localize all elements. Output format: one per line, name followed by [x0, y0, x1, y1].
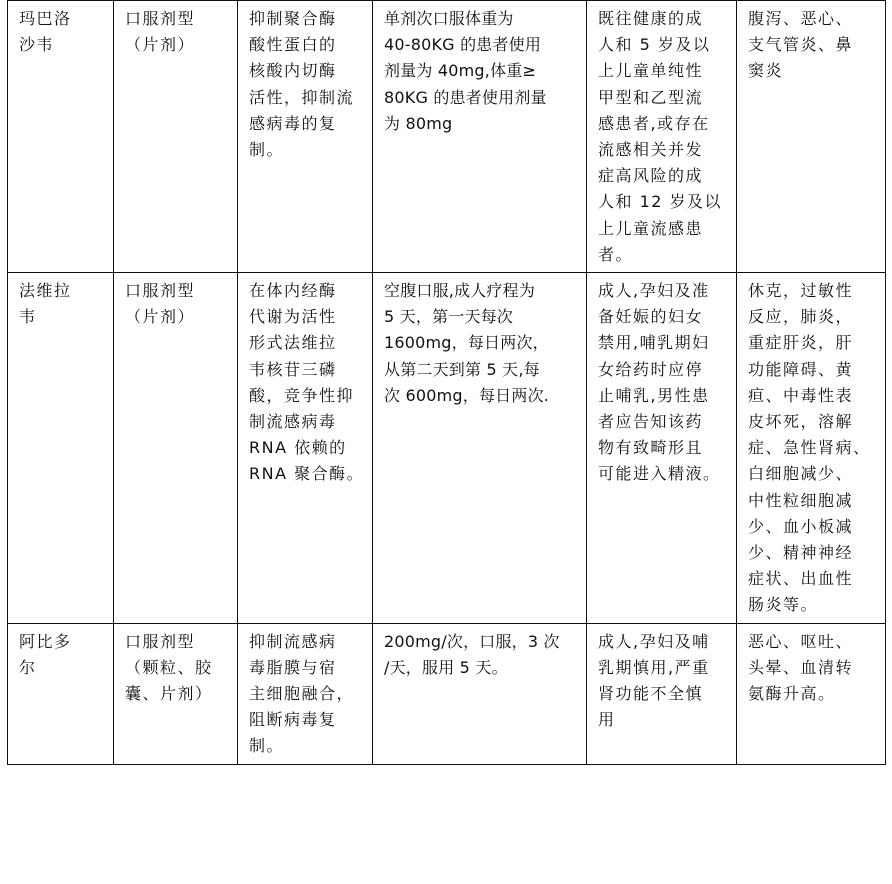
mechanism-cell-line: 酸性蛋白的 [249, 35, 337, 55]
dosage-form-cell [114, 273, 238, 624]
drug-comparison-table [7, 0, 886, 765]
drug-name-cell-line: 法维拉 [19, 281, 72, 301]
adverse-reactions-cell-line: 腹泻、恶心、 [748, 9, 854, 28]
indication-cell-line: 止哺乳,男性患 [598, 385, 710, 405]
drug-name-cell-line: 韦 [19, 307, 37, 327]
mechanism-cell-line: 核酸内切酶 [249, 61, 337, 81]
dosage-form-cell [114, 1, 238, 273]
mechanism-cell-line: 代谢为活性 [249, 307, 337, 327]
adverse-reactions-cell-line: 中性粒细胞减 [748, 490, 854, 510]
mechanism-cell-line: 制。 [249, 736, 285, 756]
usage-cell-line: 80KG 的患者使用剂量 [384, 87, 547, 107]
adverse-reactions-cell [737, 1, 886, 273]
usage-cell-line: 5 天，第一天每次 [384, 307, 514, 327]
indication-cell-line: 症高风险的成 [598, 166, 704, 186]
dosage-form-cell-line: 口服剂型 [125, 9, 196, 28]
mechanism-cell [238, 623, 373, 764]
adverse-reactions-cell-line: 恶心、呕吐、 [748, 631, 854, 651]
adverse-reactions-cell-line: 少、精神神经 [748, 543, 854, 563]
mechanism-cell-line: 形式法维拉 [249, 333, 337, 353]
usage-cell-line: /天，服用 5 天。 [384, 657, 508, 677]
adverse-reactions-cell-line: 重症肝炎，肝 [748, 333, 854, 353]
mechanism-cell [238, 1, 373, 273]
adverse-reactions-cell-line: 休克，过敏性 [748, 281, 854, 301]
adverse-reactions-cell-line: 少、血小板减 [748, 516, 854, 536]
usage-cell [373, 273, 587, 624]
usage-cell-line: 单剂次口服体重为 [384, 9, 514, 28]
indication-cell-line: 上儿童单纯性 [598, 61, 704, 81]
adverse-reactions-cell-line: 疸、中毒性表 [748, 385, 854, 405]
mechanism-cell-line: RNA 依赖的 [249, 438, 347, 458]
mechanism-cell-line: 制。 [249, 140, 285, 160]
indication-cell-line: 人和 12 岁及以 [598, 192, 723, 212]
mechanism-cell-line: 韦核苷三磷 [249, 359, 337, 379]
adverse-reactions-cell-line: 肠炎等。 [748, 595, 819, 615]
adverse-reactions-cell-line: 症、急性肾病、 [748, 438, 871, 458]
mechanism-cell-line: 阻断病毒复 [249, 710, 337, 730]
mechanism-cell-line: 感病毒的复 [249, 113, 337, 133]
indication-cell-line: 可能进入精液。 [598, 464, 721, 484]
indication-cell-line: 者。 [598, 244, 634, 264]
adverse-reactions-cell-line: 支气管炎、鼻 [748, 35, 854, 55]
usage-cell-line: 从第二天到第 5 天,每 [384, 359, 540, 379]
indication-cell-line: 肾功能不全慎 [598, 684, 704, 704]
drug-name-cell-line: 阿比多 [19, 631, 72, 651]
usage-cell-line: 40-80KG 的患者使用 [384, 35, 542, 55]
indication-cell-line: 成人,孕妇及哺 [598, 631, 710, 651]
adverse-reactions-cell-line: 头晕、血清转 [748, 657, 854, 677]
indication-cell [587, 273, 737, 624]
usage-cell-line: 空腹口服,成人疗程为 [384, 281, 536, 301]
indication-cell-line: 人和 5 岁及以 [598, 35, 711, 55]
dosage-form-cell [114, 623, 238, 764]
adverse-reactions-cell-line: 症状、出血性 [748, 569, 854, 589]
drug-name-cell-line: 玛巴洛 [19, 9, 72, 28]
drug-name-cell [8, 1, 114, 273]
dosage-form-cell-line: （片剂） [125, 307, 196, 327]
adverse-reactions-cell-line: 窦炎 [748, 61, 784, 81]
table-row [8, 1, 886, 273]
adverse-reactions-cell-line: 白细胞减少、 [748, 464, 854, 484]
indication-cell-line: 成人,孕妇及准 [598, 281, 710, 301]
indication-cell-line: 感患者,或存在 [598, 113, 710, 133]
dosage-form-cell-line: （片剂） [125, 35, 196, 55]
drug-name-cell-line: 尔 [19, 657, 37, 677]
indication-cell-line: 甲型和乙型流 [598, 87, 704, 107]
usage-cell-line: 1600mg，每日两次， [384, 333, 549, 353]
dosage-form-cell-line: 口服剂型 [125, 281, 196, 301]
indication-cell-line: 者应告知该药 [598, 412, 704, 432]
usage-cell-line: 次 600mg，每日两次. [384, 385, 550, 405]
mechanism-cell-line: 主细胞融合， [249, 684, 355, 704]
usage-cell-line: 200mg/次，口服，3 次 [384, 631, 560, 651]
adverse-reactions-cell-line: 反应，肺炎， [748, 307, 854, 327]
usage-cell [373, 1, 587, 273]
indication-cell [587, 623, 737, 764]
drug-name-cell [8, 273, 114, 624]
indication-cell-line: 上儿童流感患 [598, 218, 704, 238]
dosage-form-cell-line: （颗粒、胶 [125, 657, 213, 677]
indication-cell-line: 流感相关并发 [598, 140, 704, 160]
mechanism-cell-line: 在体内经酶 [249, 281, 337, 301]
indication-cell-line: 女给药时应停 [598, 359, 704, 379]
indication-cell-line: 物有致畸形且 [598, 438, 704, 458]
indication-cell-line: 备妊娠的妇女 [598, 307, 704, 327]
usage-cell-line: 剂量为 40mg,体重≥ [384, 61, 537, 81]
indication-cell-line: 禁用,哺乳期妇 [598, 333, 710, 353]
drug-name-cell [8, 623, 114, 764]
adverse-reactions-cell [737, 623, 886, 764]
adverse-reactions-cell-line: 氨酶升高。 [748, 684, 836, 704]
indication-cell-line: 用 [598, 710, 616, 730]
usage-cell [373, 623, 587, 764]
indication-cell-line: 既往健康的成 [598, 9, 704, 28]
table-row [8, 623, 886, 764]
adverse-reactions-cell-line: 功能障碍、黄 [748, 359, 854, 379]
table-body [8, 1, 886, 765]
mechanism-cell-line: 酸，竞争性抑 [249, 385, 355, 405]
drug-name-cell-line: 沙韦 [19, 35, 55, 55]
dosage-form-cell-line: 囊、片剂） [125, 684, 213, 704]
table-row [8, 273, 886, 624]
mechanism-cell [238, 273, 373, 624]
mechanism-cell-line: RNA 聚合酶。 [249, 464, 365, 484]
adverse-reactions-cell [737, 273, 886, 624]
indication-cell [587, 1, 737, 273]
mechanism-cell-line: 抑制聚合酶 [249, 9, 337, 28]
mechanism-cell-line: 毒脂膜与宿 [249, 657, 337, 677]
usage-cell-line: 为 80mg [384, 113, 453, 133]
adverse-reactions-cell-line: 皮坏死，溶解 [748, 412, 854, 432]
mechanism-cell-line: 活性，抑制流 [249, 87, 355, 107]
dosage-form-cell-line: 口服剂型 [125, 631, 196, 651]
mechanism-cell-line: 制流感病毒 [249, 412, 337, 432]
indication-cell-line: 乳期慎用,严重 [598, 657, 710, 677]
mechanism-cell-line: 抑制流感病 [249, 631, 337, 651]
